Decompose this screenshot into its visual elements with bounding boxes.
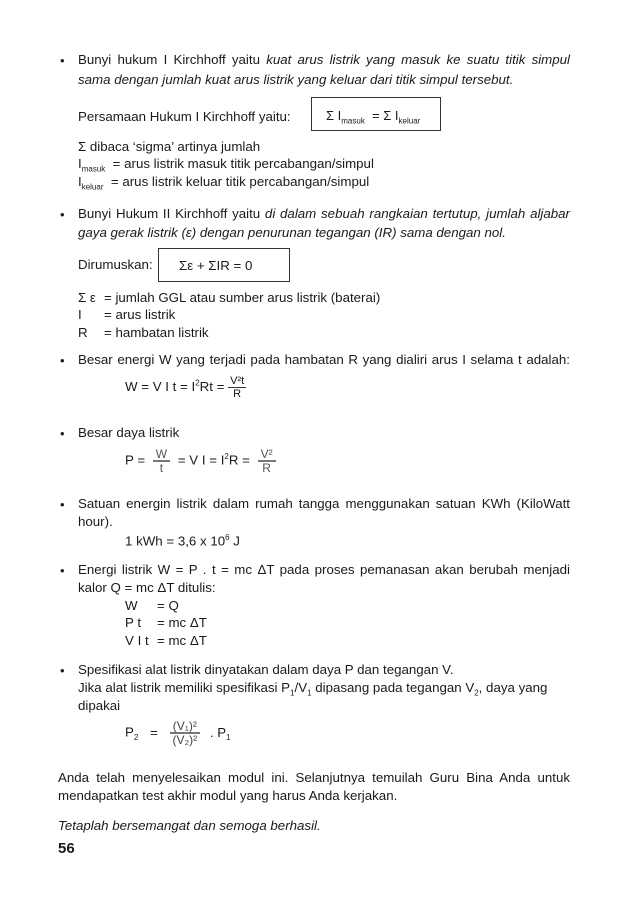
b1-ikeluar-i: I <box>78 174 82 189</box>
closing-line2: mendapatkan test akhir modul yang harus Anda kerjakan. <box>58 788 398 803</box>
b1-line1 <box>78 52 570 67</box>
b2-line1 <box>78 206 570 221</box>
b1-line1-italic: kuat arus listrik yang masuk ke suatu titik simpul <box>266 52 570 67</box>
b3-eq-mid: Rt = <box>199 379 225 395</box>
b5-line2: hour). <box>78 514 113 529</box>
b7-fraction <box>170 720 201 746</box>
b7-line2-c: dipasang pada tegangan V <box>311 680 475 695</box>
b4-frac2-num: V² <box>258 448 276 462</box>
b4-eq-p: P = <box>125 452 146 468</box>
b1-ikeluar-text: = arus listrik keluar titik percabangan/simpul <box>110 174 370 189</box>
b2-line1-plain: Bunyi Hukum II Kirchhoff yaitu <box>78 206 265 221</box>
b2-eq-label: Dirumuskan: <box>78 257 153 272</box>
bullet-1: • <box>60 53 65 68</box>
b6-r1-left: W <box>125 598 138 613</box>
b3-eq-left: W = V I t = I <box>125 379 196 395</box>
b5-line1: Satuan energin listrik dalam rumah tangga menggunakan satuan KWh (KiloWatt <box>78 496 570 511</box>
bullet-6: • <box>60 563 65 578</box>
b7-line2-d: , daya yang <box>478 680 548 695</box>
bullet-3: • <box>60 353 65 368</box>
b1-line2: sama dengan jumlah kuat arus listrik yang keluar dari titik simpul tersebut. <box>78 72 514 87</box>
b6-line2: kalor Q = mc ΔT ditulis: <box>78 580 216 595</box>
b4-frac1-num: W <box>153 448 170 462</box>
b4-fraction-2 <box>258 448 276 474</box>
b1-imasuk-sub: masuk <box>81 164 106 174</box>
b1-line1-plain: Bunyi hukum I Kirchhoff yaitu <box>78 52 267 67</box>
b6-r3-left: V I t <box>125 633 149 648</box>
b3-frac-den: R <box>233 388 242 400</box>
b4-eq-mid: = V I = I <box>177 452 225 468</box>
b3-eq-sup: 2 <box>195 378 200 388</box>
b1-imasuk <box>78 156 374 174</box>
b6-r1-right: = Q <box>157 598 179 613</box>
b1-imasuk-text: = arus listrik masuk titik percabangan/simpul <box>112 156 374 171</box>
b7-eq-psub: 2 <box>133 733 139 743</box>
b1-eq <box>326 108 420 126</box>
b7-line2-s3: 2 <box>474 688 479 698</box>
b7-line2-s1: 1 <box>290 688 295 698</box>
b2-def1: = jumlah GGL atau sumber arus listrik (baterai) <box>104 290 381 305</box>
b6-line1: Energi listrik W = P . t = mc ΔT pada proses pemanasan akan berubah menjadi <box>78 562 570 577</box>
b1-eq-sigma: Σ I <box>326 108 342 123</box>
b5-eq <box>125 533 240 548</box>
b2-def3-sym: R <box>78 325 88 340</box>
b4-eq-sup: 2 <box>224 452 229 462</box>
bullet-5: • <box>60 497 65 512</box>
b4-line1: Besar daya listrik <box>78 425 180 440</box>
b7-frac-num: (V₁)² <box>170 720 201 734</box>
b4-fraction-1 <box>153 448 170 474</box>
b2-line1-italic: di dalam sebuah rangkaian tertutup, jumlah aljabar <box>264 206 570 221</box>
bullet-4: • <box>60 426 65 441</box>
closing-motivation: Tetaplah bersemangat dan semoga berhasil. <box>58 818 321 833</box>
b1-imasuk-i: I <box>78 156 82 171</box>
page-number: 56 <box>58 840 75 857</box>
b7-line2 <box>78 680 547 698</box>
b2-eq-box <box>158 248 290 282</box>
b5-eq-unit: J <box>229 533 240 549</box>
b7-eq-equals: = <box>150 724 158 740</box>
b7-line1: Spesifikasi alat listrik dinyatakan dalam daya P dan tegangan V. <box>78 662 454 677</box>
b7-line2-s2: 1 <box>307 688 312 698</box>
b2-def1-sym: Σ ε <box>78 290 96 305</box>
bullet-7: • <box>60 663 65 678</box>
b4-eq <box>125 448 276 474</box>
b7-eq-p: P <box>125 724 134 740</box>
b6-r2-right: = mc ΔT <box>157 615 207 630</box>
b4-frac2-den: R <box>262 461 271 475</box>
b5-eq-sup: 6 <box>225 533 230 542</box>
b2-def3: = hambatan listrik <box>104 325 209 340</box>
b2-def2: = arus listrik <box>104 307 176 322</box>
b2-line2: gaya gerak listrik (ε) dengan penurunan tegangan (IR) sama dengan nol. <box>78 225 506 240</box>
b3-fraction <box>228 375 246 400</box>
b4-eq-r: R = <box>228 452 250 468</box>
b1-ikeluar-sub: keluar <box>81 182 104 192</box>
b3-eq <box>125 375 246 400</box>
b2-eq: Σε + ΣIR = 0 <box>179 258 253 273</box>
b7-line2-a: Jika alat listrik memiliki spesifikasi P <box>78 680 291 695</box>
b2-def2-sym: I <box>78 307 82 322</box>
bullet-2: • <box>60 207 65 222</box>
b3-line1: Besar energi W yang terjadi pada hambatan R yang dialiri arus I selama t adalah: <box>78 352 570 367</box>
b6-r3-right: = mc ΔT <box>157 633 207 648</box>
b4-frac1-den: t <box>159 461 164 475</box>
b1-eq-label: Persamaan Hukum I Kirchhoff yaitu: <box>78 109 291 124</box>
b1-eq-sub2: keluar <box>398 116 421 126</box>
b3-frac-num: V²t <box>230 375 245 387</box>
b1-ikeluar <box>78 174 369 192</box>
b6-r2-left: P t <box>125 615 142 630</box>
b7-eq-tailsub: 1 <box>226 733 231 743</box>
closing-line1: Anda telah menyelesaikan modul ini. Selanjutnya temuilah Guru Bina Anda untuk <box>58 770 570 785</box>
b7-line3: dipakai <box>78 698 121 713</box>
b1-sigma-note: Σ dibaca ‘sigma’ artinya jumlah <box>78 139 261 154</box>
b5-eq-text: 1 kWh = 3,6 x 10 <box>125 533 226 549</box>
b7-line2-b: /V <box>294 680 308 695</box>
b1-eq-box <box>311 97 441 131</box>
b7-frac-den: (V₂)² <box>172 733 198 747</box>
b7-eq-tail: . P <box>209 724 227 740</box>
b1-eq-sub1: masuk <box>341 116 365 126</box>
b1-eq-mid: = Σ I <box>372 108 399 123</box>
b7-eq <box>125 720 231 746</box>
